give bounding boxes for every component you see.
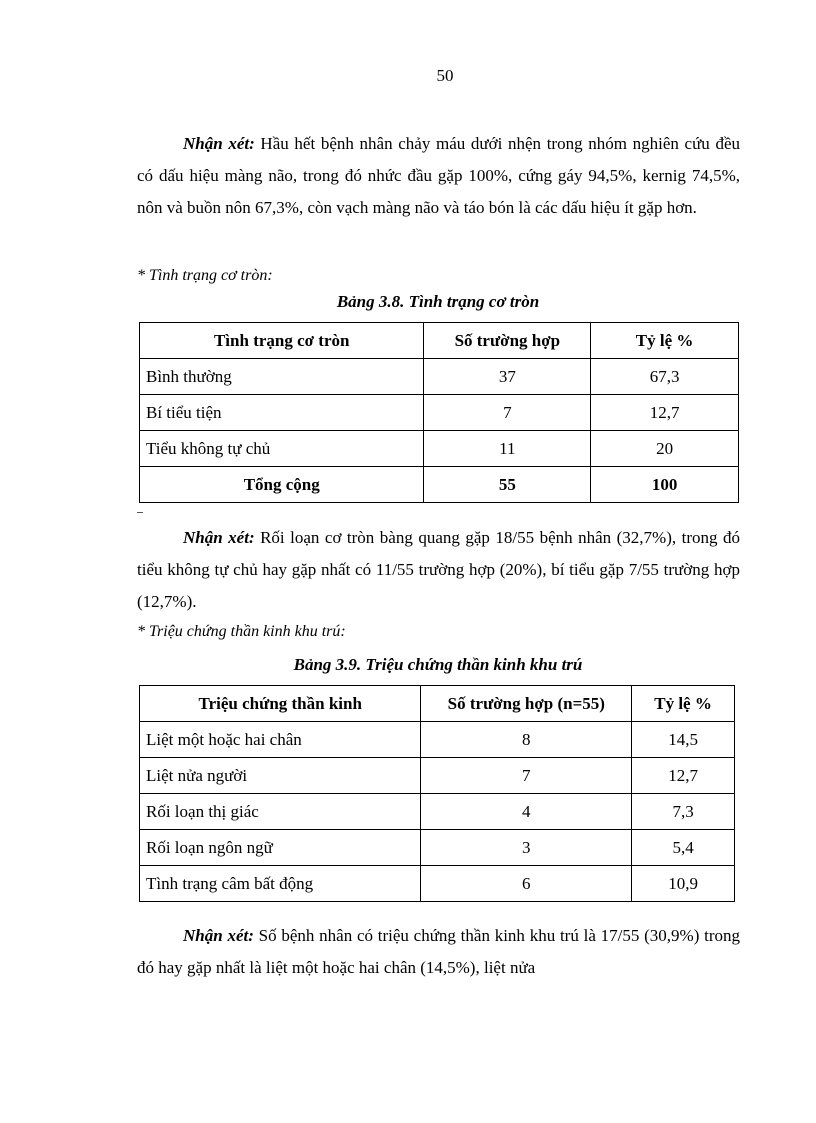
table-cell: 7 (424, 395, 591, 431)
table-row (140, 395, 739, 431)
remark-text-line: gặp 7/55 trường hợp (12,7%). (137, 560, 740, 611)
remark-text-line: Hầu hết bệnh nhân chảy máu dưới nhện trong nhóm nghiên (254, 134, 679, 153)
table-row (140, 359, 739, 395)
remark-text-line: trong đó tiểu không tự chủ hay gặp nhất có 11/55 trường hợp (20%), bí tiểu (137, 528, 741, 579)
table-header-cell: Tỷ lệ % (591, 323, 739, 359)
remark-text-line: 94,5%, kernig 74,5%, nôn và buồn nôn 67,3%, còn vạch màng não và táo bón (137, 166, 741, 217)
table-focal-neuro-symptoms (139, 685, 735, 902)
table-cell: Bình thường (140, 359, 424, 395)
table-cell: 14,5 (632, 722, 735, 758)
table-cell: 20 (591, 431, 739, 467)
table-cell: 4 (421, 794, 632, 830)
table-cell: 12,7 (591, 395, 739, 431)
remark-paragraph-2 (137, 522, 740, 618)
remark-text-line: là các dấu hiệu ít gặp hơn. (518, 198, 697, 217)
remark-paragraph-3 (137, 920, 740, 984)
table-row (140, 794, 735, 830)
table-sphincter-status (139, 322, 739, 503)
table-header-cell: Số trường hợp (n=55) (421, 686, 632, 722)
table-caption-3-8: Bảng 3.8. Tình trạng cơ tròn (336, 292, 540, 311)
table-cell: Bí tiểu tiện (140, 395, 424, 431)
table-row (140, 866, 735, 902)
table-row (140, 758, 735, 794)
section-heading-neuro: * Triệu chứng thần kinh khu trú: (137, 623, 346, 640)
stray-mark (137, 512, 143, 513)
table-header-cell: Tình trạng cơ tròn (140, 323, 424, 359)
table-row (140, 830, 735, 866)
table-header-cell: Tỷ lệ % (632, 686, 735, 722)
table-header-row (140, 686, 735, 722)
table-cell: 10,9 (632, 866, 735, 902)
table-cell: 37 (424, 359, 591, 395)
page-number: 50 (436, 66, 454, 85)
table-header-cell: Triệu chứng thần kinh (140, 686, 421, 722)
table-cell: 8 (421, 722, 632, 758)
remark-lead: Nhận xét: (183, 528, 255, 547)
table-row (140, 722, 735, 758)
table-cell: Tổng cộng (140, 467, 424, 503)
table-cell: Rối loạn thị giác (140, 794, 421, 830)
remark-text-line: Số bệnh nhân có triệu chứng thần kinh khu trú là 17/55 (253, 926, 640, 945)
remark-lead: Nhận xét: (183, 926, 254, 945)
table-header-cell: Số trường hợp (424, 323, 591, 359)
remark-lead: Nhận xét: (183, 134, 255, 153)
table-cell: Liệt nửa người (140, 758, 421, 794)
table-cell: 7 (421, 758, 632, 794)
table-cell: 11 (424, 431, 591, 467)
remark-text-line: (30,9%) trong đó hay gặp nhất là liệt một hoặc hai chân (14,5%), liệt nửa (137, 926, 741, 977)
remark-paragraph-1 (137, 128, 740, 224)
table-cell: 5,4 (632, 830, 735, 866)
table-cell: 100 (591, 467, 739, 503)
table-header-row (140, 323, 739, 359)
table-cell: Rối loạn ngôn ngữ (140, 830, 421, 866)
table-row (140, 431, 739, 467)
remark-text-line: cứu đều có dấu hiệu màng não, trong đó nhức đầu gặp 100%, cứng gáy (137, 134, 741, 185)
section-heading-sphincter: * Tình trạng cơ tròn: (137, 267, 273, 284)
table-cell: Tình trạng câm bất động (140, 866, 421, 902)
table-cell: 67,3 (591, 359, 739, 395)
table-cell: 6 (421, 866, 632, 902)
table-total-row (140, 467, 739, 503)
table-cell: 7,3 (632, 794, 735, 830)
table-cell: 3 (421, 830, 632, 866)
table-cell: Liệt một hoặc hai chân (140, 722, 421, 758)
table-cell: 55 (424, 467, 591, 503)
table-cell: Tiểu không tự chủ (140, 431, 424, 467)
table-caption-3-9: Bảng 3.9. Triệu chứng thần kinh khu trú (293, 655, 583, 674)
table-cell: 12,7 (632, 758, 735, 794)
remark-text-line: Rối loạn cơ tròn bàng quang gặp 18/55 bệnh nhân (32,7%), (254, 528, 677, 547)
